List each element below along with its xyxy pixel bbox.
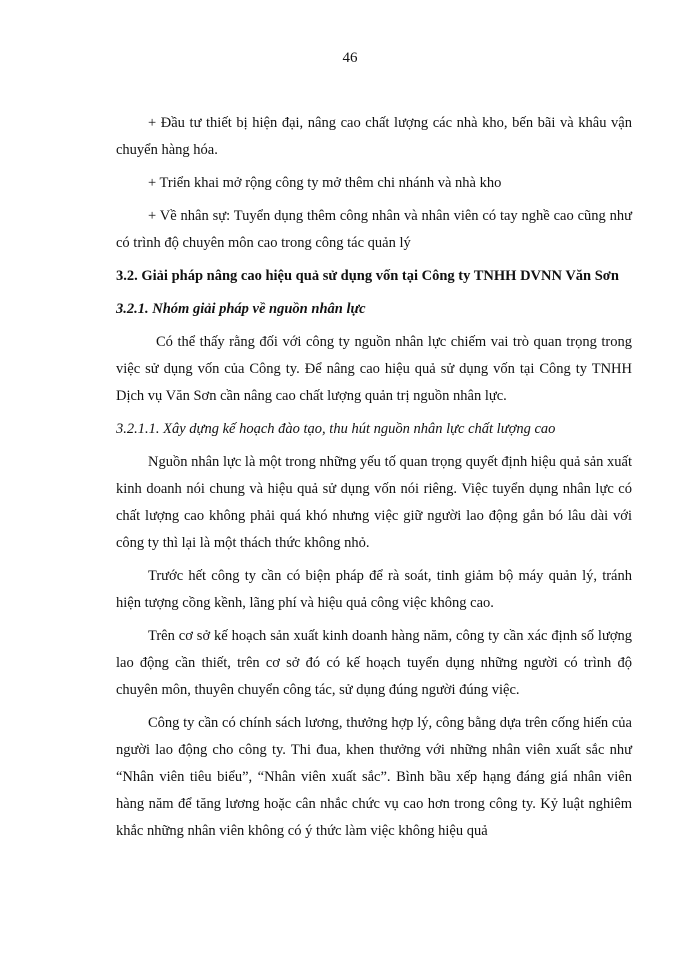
bullet-item: + Triển khai mở rộng công ty mở thêm chi nhánh và nhà kho (148, 175, 502, 191)
body-paragraph: Nguồn nhân lực là một trong những yếu tố quan trọng quyết định hiệu quả sản xuất kinh doanh nói chung và hiệu quả sử dụng vốn nói riêng. Việc tuyển dụng nhân lực có chất lượng cao không phải quá khó nhưng việc giữ người lao động gắn bó lâu dài với công ty thì lại là một thách thức không nhỏ. (116, 454, 632, 551)
body-paragraph: Có thể thấy rằng đối với công ty nguồn nhân lực chiếm vai trò quan trọng trong việc sử dụng vốn của Công ty. Để nâng cao hiệu quả sử dụng vốn tại Công ty TNHH Dịch vụ Văn Sơn cần nâng cao chất lượng quản trị nguồn nhân lực. (116, 334, 632, 404)
body-paragraph: Trước hết công ty cần có biện pháp để rà soát, tinh giảm bộ máy quản lý, tránh hiện tượng cồng kềnh, lãng phí và hiệu quả công việc không cao. (116, 568, 632, 611)
subsubsection-heading: 3.2.1.1. Xây dựng kế hoạch đào tạo, thu hút nguồn nhân lực chất lượng cao (116, 421, 556, 437)
subsection-heading: 3.2.1. Nhóm giải pháp về nguồn nhân lực (116, 301, 366, 317)
bullet-item: + Đầu tư thiết bị hiện đại, nâng cao chất lượng các nhà kho, bến bãi và khâu vận chuyển hàng hóa. (116, 115, 632, 158)
page-number: 46 (342, 50, 358, 66)
body-paragraph: Trên cơ sở kế hoạch sản xuất kinh doanh hàng năm, công ty cần xác định số lượng lao động cần thiết, trên cơ sở đó có kế hoạch tuyển dụng những người có trình độ chuyên môn, thuyên chuyển công tác, sử dụng đúng người đúng việc. (116, 628, 632, 698)
body-paragraph: Công ty cần có chính sách lương, thưởng hợp lý, công bằng dựa trên cống hiến của người lao động cho công ty. Thi đua, khen thưởng với những nhân viên xuất sắc như “Nhân viên tiêu biểu”, “Nhân viên xuất sắc”. Bình bầu xếp hạng đáng giá nhân viên hàng năm để tăng lương hoặc cân nhắc chức vụ cao hơn trong công ty. Kỷ luật nghiêm khắc những nhân viên không có ý thức làm việc không hiệu quả (116, 715, 632, 839)
document-body (116, 110, 632, 851)
section-heading: 3.2. Giải pháp nâng cao hiệu quả sử dụng vốn tại Công ty TNHH DVNN Văn Sơn (116, 268, 619, 284)
bullet-item: + Về nhân sự: Tuyển dụng thêm công nhân và nhân viên có tay nghề cao cũng như có trình độ chuyên môn cao trong công tác quản lý (116, 208, 632, 251)
